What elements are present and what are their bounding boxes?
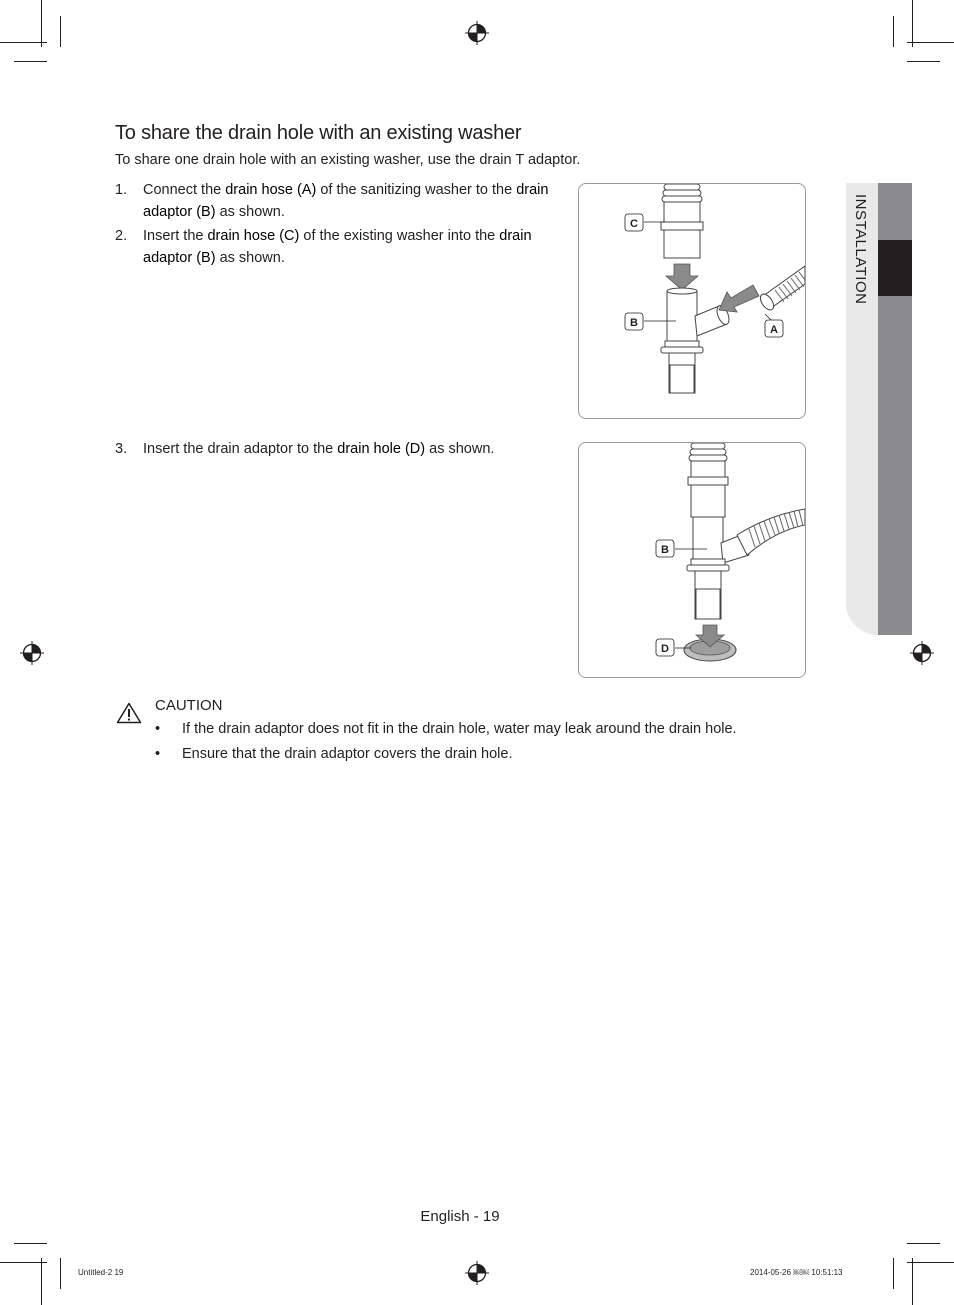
- step-3: [115, 438, 570, 462]
- step-number: 2.: [115, 228, 128, 244]
- registration-mark-icon: [910, 641, 934, 665]
- label-b: B: [661, 544, 669, 556]
- label-a: A: [770, 324, 778, 336]
- caution-text: Ensure that the drain adaptor covers the drain hole.: [182, 746, 513, 762]
- caution-bullet: [155, 721, 795, 741]
- slug-right: 2014-05-26 ￼￼ 10:51:13: [750, 1268, 843, 1277]
- term: drain hose (A): [225, 182, 317, 198]
- step-text: Insert the drain hose (C) of the existing washer into the drain adaptor (B) as shown.: [143, 228, 532, 266]
- caution-bullet: [155, 746, 795, 766]
- registration-mark-icon: [465, 1261, 489, 1285]
- caution-text: If the drain adaptor does not fit in the drain hole, water may leak around the drain hole.: [182, 721, 737, 737]
- step-text: Connect the drain hose (A) of the sanitizing washer to the drain adaptor (B) as shown.: [143, 182, 549, 220]
- registration-mark-icon: [20, 641, 44, 665]
- step-number: 1.: [115, 182, 128, 198]
- label-b: B: [630, 317, 638, 329]
- intro-text: To share one drain hole with an existing washer, use the drain T adaptor.: [115, 152, 581, 168]
- bullet-dot: •: [155, 746, 161, 762]
- section-title: To share the drain hole with an existing washer: [115, 122, 522, 144]
- figure-hose-connection: [578, 183, 806, 419]
- drain-hole-illustration: [579, 443, 805, 677]
- side-tab-label: INSTALLATION: [852, 194, 869, 305]
- slug-left: Untitled-2 19: [78, 1268, 124, 1277]
- registration-mark-icon: [465, 21, 489, 45]
- caution-title: CAUTION: [155, 697, 223, 714]
- term: drain hole (D): [337, 441, 426, 457]
- page-footer: English - 19: [420, 1208, 500, 1225]
- term: drain adaptor (B): [143, 228, 532, 266]
- bullet-dot: •: [155, 721, 161, 737]
- step-text: Insert the drain adaptor to the drain hole (D) as shown.: [143, 441, 495, 457]
- side-tab-indicator: [878, 240, 912, 296]
- step-1: [115, 179, 570, 225]
- warning-triangle-icon: [116, 702, 142, 724]
- step-2: [115, 225, 575, 271]
- label-d: D: [661, 643, 669, 655]
- label-c: C: [630, 218, 638, 230]
- figure-drain-hole: [578, 442, 806, 678]
- term: drain hose (C): [207, 228, 300, 244]
- step-number: 3.: [115, 441, 128, 457]
- side-tab: [852, 194, 874, 354]
- drain-adaptor-illustration: [579, 184, 805, 418]
- term: drain adaptor (B): [143, 182, 549, 220]
